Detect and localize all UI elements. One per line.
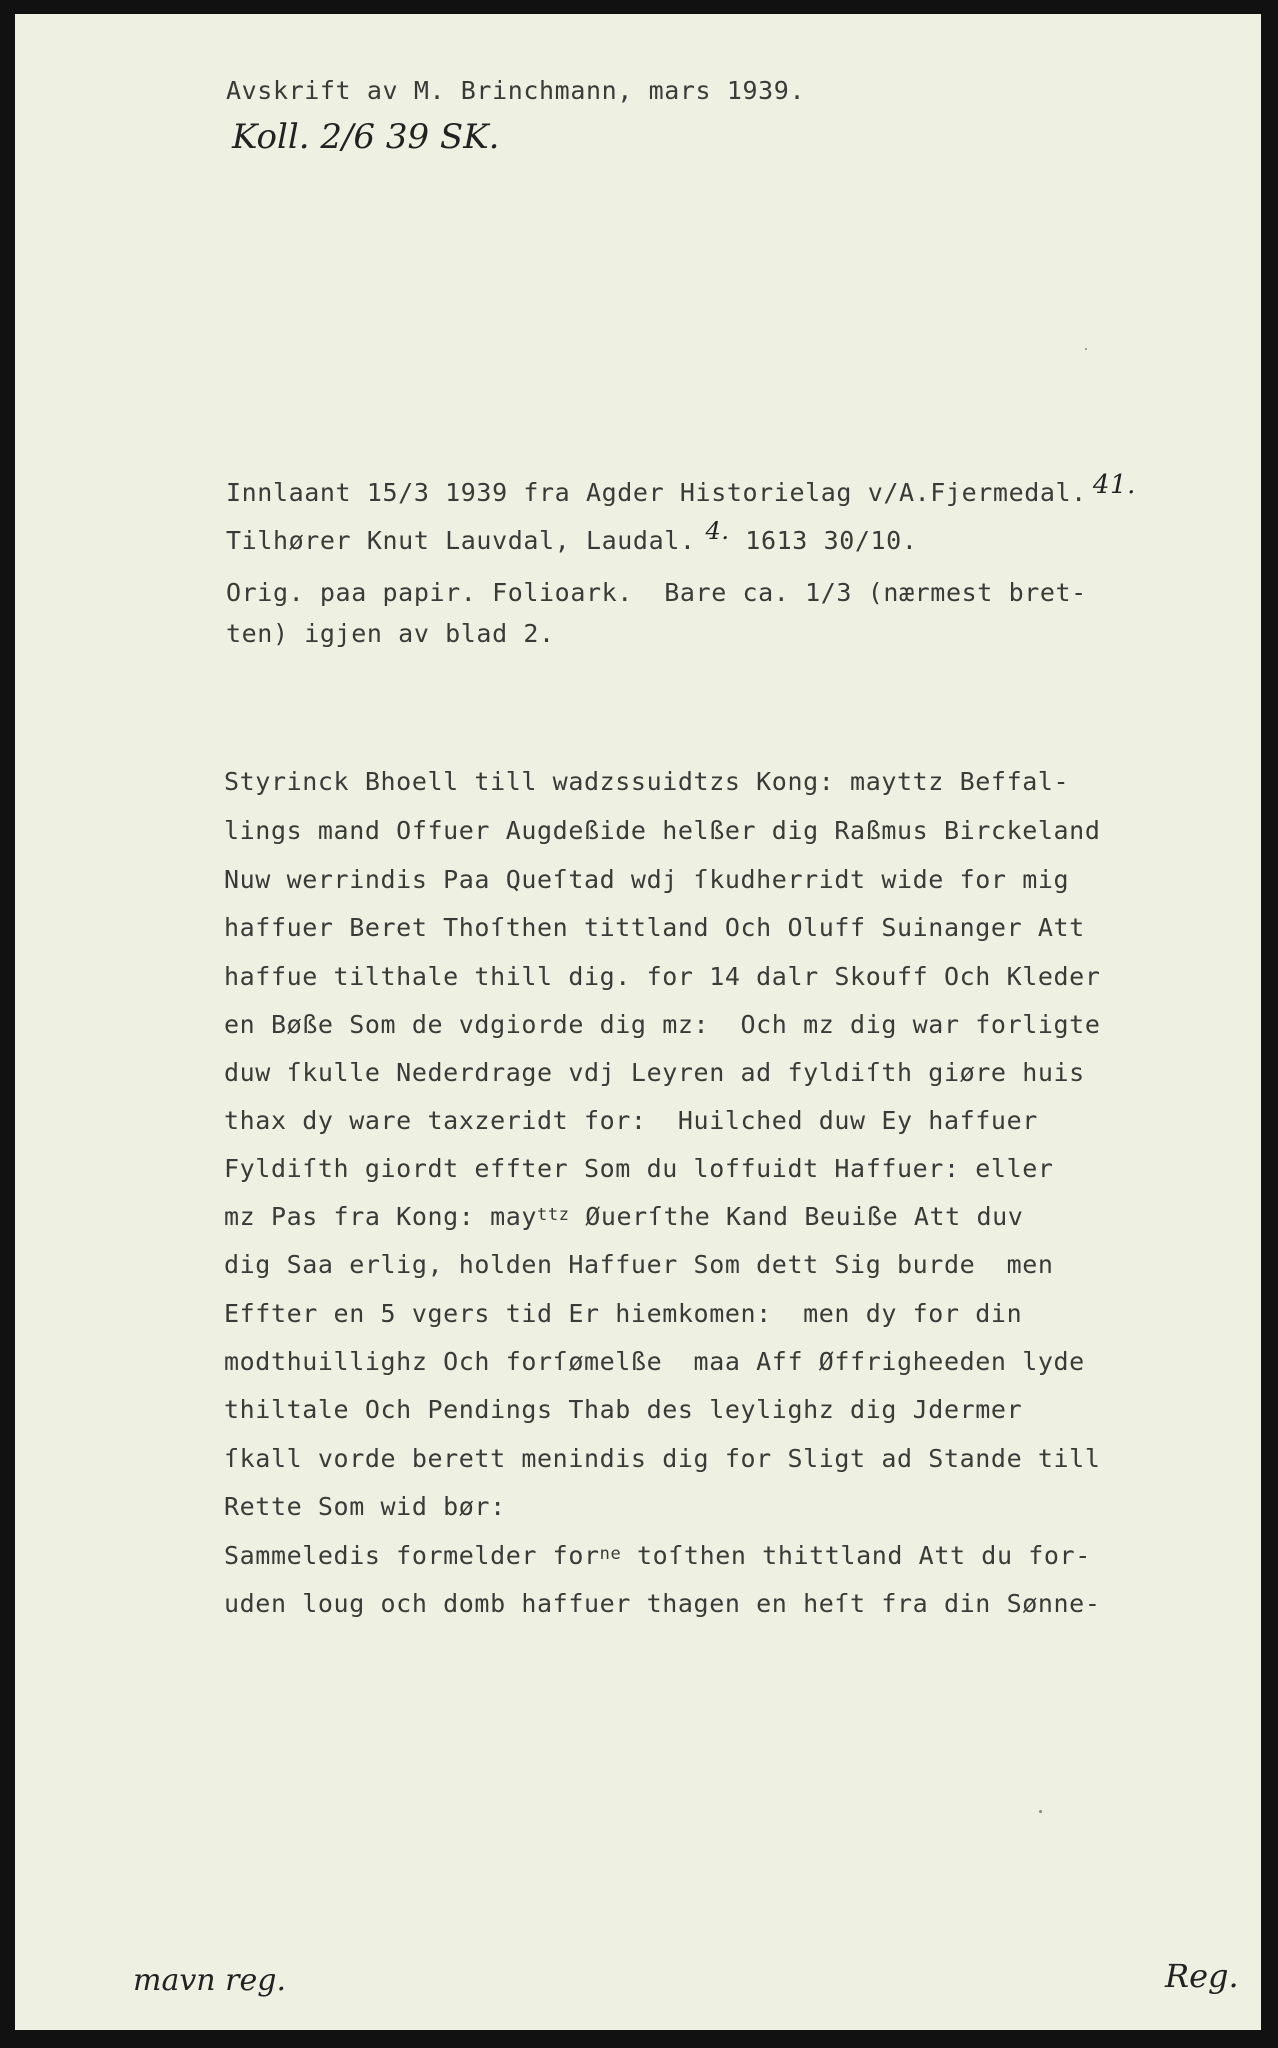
metadata-line-2 xyxy=(226,517,918,555)
transcript-text: toſthen thittland Att du for- xyxy=(621,1541,1091,1570)
transcript-line: haffue tilthale thill dig. for 14 dalr Skouff Och Kleder xyxy=(224,962,1101,991)
handwritten-margin-note-right: Reg. xyxy=(1165,1957,1239,1995)
transcript-line xyxy=(224,1543,1091,1568)
handwritten-number-note: 4. xyxy=(705,517,730,545)
transcript-line: Fyldiſth giordt effter Som du loffuidt Haffuer: eller xyxy=(224,1154,1054,1183)
paper-speck xyxy=(1085,348,1087,350)
transcript-line: duw ſkulle Nederdrage vdj Leyren ad fyldiſth giøre huis xyxy=(224,1058,1085,1087)
transcript-text: Sammeledis formelder for xyxy=(224,1541,600,1570)
transcript-line: Rette Som wid bør: xyxy=(224,1492,506,1521)
handwritten-number-note: 41. xyxy=(1092,470,1136,500)
transcript-line: uden loug och domb haffuer thagen en heſt fra din Sønne- xyxy=(224,1589,1101,1618)
superscript: ttz xyxy=(537,1205,570,1225)
transcript-line xyxy=(224,1204,1023,1229)
metadata-text: 1613 30/10. xyxy=(729,526,918,555)
metadata-line-1 xyxy=(226,470,1136,507)
transcript-line: modthuillighz Och forſømelße maa Aff Øffrigheeden lyde xyxy=(224,1347,1085,1376)
superscript: ne xyxy=(599,1544,622,1564)
transcript-text: Øuerſthe Kand Beuiße Att duv xyxy=(569,1202,1024,1231)
handwritten-collation-note: Koll. 2/6 39 SK. xyxy=(232,117,500,157)
transcript-line: Nuw werrindis Paa Queſtad wdj ſkudherridt wide for mig xyxy=(224,865,1070,894)
transcript-line: dig Saa erlig, holden Haffuer Som dett Sig burde men xyxy=(224,1250,1054,1279)
transcript-line: haffuer Beret Thoſthen tittland Och Oluff Suinanger Att xyxy=(224,913,1085,942)
transcript-line: ſkall vorde berett menindis dig for Sligt ad Stande till xyxy=(224,1444,1101,1473)
transcript-text: mz Pas fra Kong: may xyxy=(224,1202,538,1231)
metadata-line-4: ten) igjen av blad 2. xyxy=(226,619,555,648)
metadata-text: Innlaant 15/3 1939 fra Agder Historielag v/A.Fjermedal. xyxy=(226,478,1087,507)
metadata-line-3: Orig. paa papir. Folioark. Bare ca. 1/3 (nærmest bret- xyxy=(226,578,1087,607)
transcript-line: en Bøße Som de vdgiorde dig mz: Och mz dig war forligte xyxy=(224,1010,1101,1039)
transcript-line: thiltale Och Pendings Thab des leylighz dig Jdermer xyxy=(224,1395,1023,1424)
transcript-line: lings mand Offuer Augdeßide helßer dig Raßmus Birckeland xyxy=(224,816,1101,845)
transcript-line: Effter en 5 vgers tid Er hiemkomen: men dy for din xyxy=(224,1299,1023,1328)
metadata-text: Tilhører Knut Lauvdal, Laudal. xyxy=(226,526,696,555)
handwritten-margin-note-left: mavn reg. xyxy=(133,1963,286,1998)
document-page xyxy=(15,14,1261,2030)
transcript-header: Avskrift av M. Brinchmann, mars 1939. xyxy=(226,76,806,105)
paper-speck xyxy=(1039,1810,1042,1813)
transcript-line: thax dy ware taxzeridt for: Huilched duw Ey haffuer xyxy=(224,1106,1038,1135)
transcript-line: Styrinck Bhoell till wadzssuidtzs Kong: mayttz Beffal- xyxy=(224,767,1070,796)
